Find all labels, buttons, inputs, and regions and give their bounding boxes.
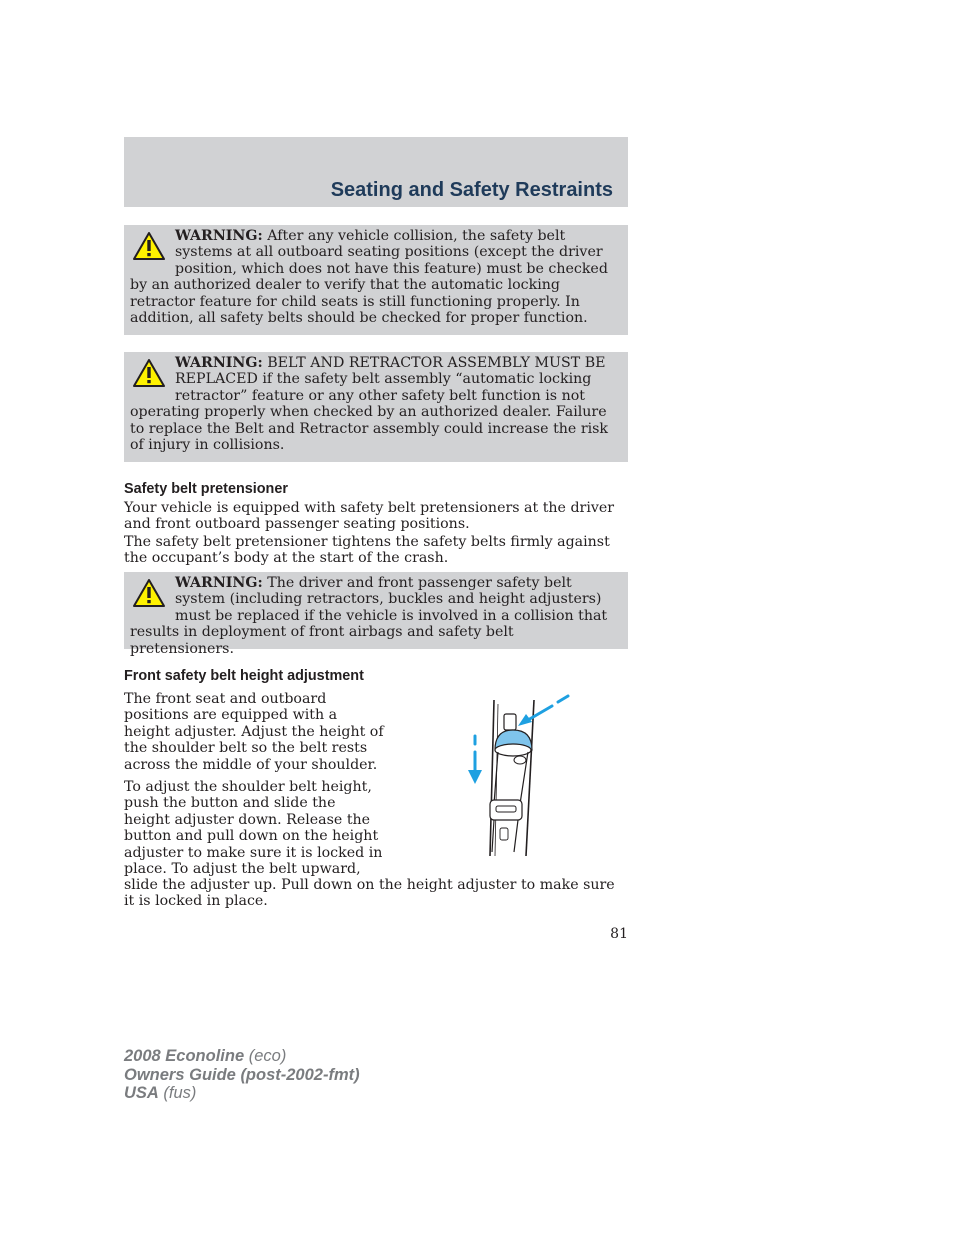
warning-triangle-icon [132,231,166,261]
paragraph: To adjust the shoulder belt height, push the button and slide the height adjuster down. Release the button and pull down on the height adjuster to make sure it is locked in place. To adjust the belt upward, [124,779,383,878]
warning-text: The driver and front passenger safety belt system (including retractors, buckles and height adjusters) must be replaced if the vehicle is involved in a collision that results in deployment of front airbags and safety belt pretensioners. [130,575,608,657]
paragraph: The safety belt pretensioner tightens the safety belts firmly against the occupant’s body at the start of the crash. [124,534,610,567]
document-footer [124,1047,360,1103]
warning-text: BELT AND RETRACTOR ASSEMBLY MUST BE REPLACED if the safety belt assembly “automatic locking retractor” feature or any other safety belt function is not operating properly when checked by an authorized dealer. Failure to replace the Belt and Retractor assembly could increase the risk of injury in collisions. [130,355,609,454]
page-number: 81 [610,926,628,942]
section-title: Seating and Safety Restraints [330,179,613,201]
warning-text: After any vehicle collision, the safety belt systems at all outboard seating positions (except the driver position, which does not have this feature) must be checked by an authorized dealer to verify that the automatic locking retractor feature for child seats is still functioning properly. In addition, all safety belts should be checked for proper function. [130,228,608,327]
paragraph: The front seat and outboard positions are equipped with a height adjuster. Adjust the height of the shoulder belt so the belt rests across the middle of your shoulder. [124,691,384,773]
paragraph: Your vehicle is equipped with safety belt pretensioners at the driver and front outboard passenger seating positions. [124,500,615,533]
footer-market-code: (fus) [158,1084,197,1102]
warning-label: WARNING: [175,355,263,371]
warning-label: WARNING: [175,575,263,591]
paragraph: slide the adjuster up. Pull down on the height adjuster to make sure it is locked in place. [124,877,615,910]
heading-pretensioner: Safety belt pretensioner [124,481,288,497]
footer-guide: Owners Guide (post-2002-fmt) [124,1065,360,1084]
heading-height-adjustment: Front safety belt height adjustment [124,668,364,684]
warning-box-3 [124,572,628,657]
height-adjuster-illustration [462,692,574,858]
section-header [124,137,628,207]
footer-market: USA [124,1084,159,1102]
footer-model: 2008 Econoline [124,1047,245,1065]
warning-triangle-icon [132,578,166,608]
warning-triangle-icon [132,358,166,388]
warning-label: WARNING: [175,228,263,244]
warning-box-2 [124,352,628,462]
warning-box-1 [124,225,628,335]
footer-model-code: (eco) [244,1047,287,1065]
